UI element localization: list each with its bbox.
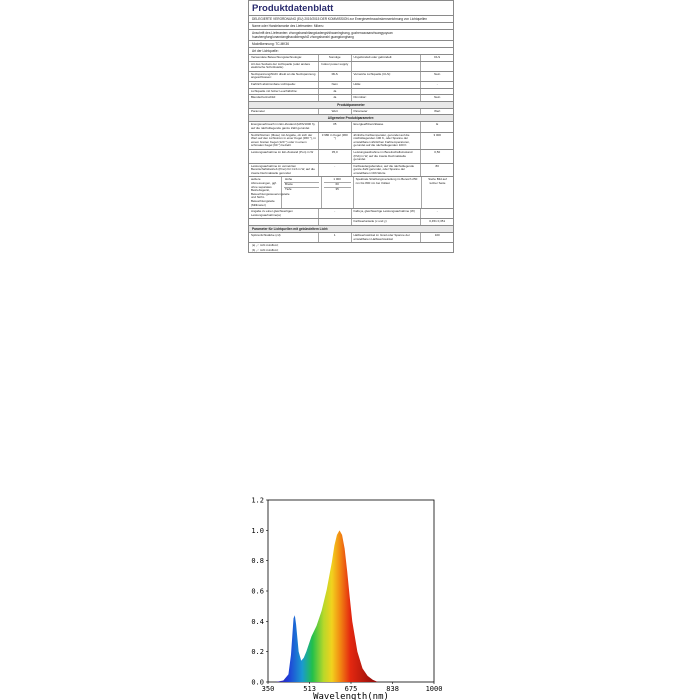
general-rows	[249, 55, 453, 102]
regulation-text: DELEGIERTE VERORDNUNG (EU) 2019/2015 DER KOMMISSION zur Energieverbrauchskennzeichnung von Lichtquellen	[249, 16, 453, 23]
col-header-param: Parameter	[249, 109, 319, 115]
dim-height-label: Höhe	[284, 178, 319, 183]
led-params-heading: Parameter für Lichtquellen mit gebündeltem Licht:	[249, 226, 453, 233]
column-header-row	[249, 109, 453, 116]
dim-depth-label: Tiefe	[285, 186, 292, 191]
param-name	[249, 219, 319, 225]
y-tick-label: 1.2	[251, 496, 264, 505]
param2-value: Nein	[434, 95, 441, 100]
y-tick-label: 0.6	[251, 587, 264, 596]
dimensions-label: außere Abmessungen, ggf. ohne separates Betriebsgerät, Beleuchtungssteuerungsteile und Nicht-Beleuchtungsteile (Millimeter)	[251, 177, 290, 207]
param2-value: 3 000	[433, 132, 441, 137]
param-value	[319, 219, 352, 225]
param-value: Nein	[319, 82, 352, 88]
param-row	[249, 122, 453, 132]
dimension-values	[322, 177, 354, 208]
y-tick-label: 1.0	[251, 526, 264, 535]
param-name: Leistungsaufnahme im Ein-Zustand (Pon) in W	[249, 150, 319, 163]
x-tick-label: 350	[261, 685, 275, 693]
supplier-name: Name oder Handelsmarke des Lieferanten: Mikeru	[249, 23, 453, 30]
footnote-a: (a) „-“: nicht zutreffend;	[252, 244, 279, 248]
param-name: Farblich abstimmbare Lichtquelle:	[249, 82, 319, 88]
spectrum-chart	[244, 496, 444, 700]
y-tick-label: 0.8	[251, 557, 264, 566]
param2-value: -	[436, 209, 438, 214]
spectrum-area	[276, 530, 378, 682]
product-data-sheet	[248, 0, 454, 253]
footnote-b: (b) „-“: nicht zutreffend;	[252, 248, 279, 252]
param-name: Lichtquelle mit hoher Leuchtdichte:	[249, 89, 319, 95]
tail-rows	[249, 209, 453, 226]
param-name: Energieverbrauch im Ein-Zustand (kWh/1000 h), auf die nächstliegende ganze Zahl gerundet	[249, 122, 319, 131]
general-row	[249, 89, 453, 96]
x-axis-label: Wavelength(nm)	[313, 692, 389, 700]
param2-name: Dimmbar:	[352, 95, 422, 101]
dimension-labels	[282, 177, 322, 208]
general-row	[249, 62, 453, 72]
y-ticks	[251, 497, 268, 687]
x-tick-label: 1000	[425, 685, 443, 693]
param2-name: Ungebündelt oder gebündelt:	[352, 55, 422, 61]
led-rows	[249, 233, 453, 243]
param-row	[249, 133, 453, 150]
col-header-param2: Parameter	[352, 109, 422, 115]
general-params-heading: Allgemeine Produktparameter:	[249, 115, 453, 122]
spectrum-label: Spektrale Strahlungsverteilung im Bereich 250 nm bis 800 nm bei Vollast	[354, 177, 423, 208]
model-id: Modellkennung: TC-MK36	[249, 41, 453, 48]
param2-name: Falls ja, gleichwertige Leistungsaufnahme (W)	[352, 209, 422, 218]
dim-height-value: 1 000	[324, 178, 351, 183]
supplier-address: Anschrift des Lieferanten: zhongshanshitangxiadengshihaominghang, guzhencaosanzhuangyuyuan huashengfunglunanxiangthaodidengshi2 zhongshanshi guangdonghang	[249, 30, 453, 41]
x-tick-label: 513	[303, 685, 316, 693]
param2-name	[352, 89, 422, 95]
y-tick-label: 0.0	[251, 678, 264, 687]
col-header-value: Wert	[319, 109, 352, 115]
dim-width-value: 60	[324, 183, 351, 188]
y-tick-label: 0.4	[251, 617, 264, 626]
param2-name: Vernetzte Lichtquelle (CLS):	[352, 72, 422, 81]
param-name: Leistungsaufnahme im vernetzten Bereitschaftsbetrieb (Pnet) für CLS in W, auf die zweite Dezimalstelle gerundet	[249, 164, 319, 177]
param2-name: ähnliche Farbtemperatur, gerundet auf die nächstliegenden 100 K, oder Spanne der einstellbaren ähnlichen Farbtemperaturen, gerundet auf die nächstliegenden 100 K	[352, 133, 422, 149]
spectrum-value: Siehe Bild auf letzter Seite	[428, 177, 447, 186]
param-value: -	[319, 209, 352, 218]
param2-value	[421, 89, 453, 95]
param-value: Ja	[319, 95, 352, 101]
param-name: Verwendete Beleuchtungstechnologie:	[249, 55, 319, 61]
lightsource-type: Art der Lichtquelle:	[249, 48, 453, 55]
param2-value: 0,451 0,351	[429, 219, 446, 224]
param-name: Art des Sockels der Lichtquelle (oder andere elektrische Schnittstelle)	[249, 62, 319, 71]
param2-value: Nein	[434, 71, 441, 76]
general-row	[249, 72, 453, 82]
param-value: -	[319, 164, 352, 177]
led-row	[249, 233, 453, 243]
param2-name: Halbwertswinkel im Grad oder Spanne der einstellbaren Halbwertswinkel	[352, 233, 422, 242]
tail-row	[249, 219, 453, 226]
sheet-title: Produktdatenblatt	[249, 1, 453, 16]
param2-value: 80	[435, 163, 439, 168]
tail-row	[249, 209, 453, 219]
param2-value: DLS	[434, 55, 441, 59]
param-value: 35	[319, 122, 352, 131]
param-name: Netzspannung/Nicht direkt an die Netzspannung angeschlossen:	[249, 72, 319, 81]
param-value: MLS	[319, 72, 352, 81]
dimensions-row	[249, 177, 453, 209]
param-name: Spitzenlichtstärke (cd)	[249, 233, 319, 242]
param2-value: E	[436, 122, 439, 127]
param2-value: -	[436, 81, 438, 86]
param2-name: Farbwiedergabeindex, auf die nächstliegende ganze Zahl gerundet, oder Spanne der einstellbaren CRI-Werte	[352, 164, 422, 177]
dim-depth-value: 35	[335, 186, 339, 191]
param2-name: Energieeffizienzklasse	[352, 122, 422, 131]
x-tick-label: 675	[344, 685, 358, 693]
param-rows	[249, 122, 453, 177]
param2-name	[352, 62, 422, 71]
param2-value: 0,50	[434, 149, 441, 154]
param2-name: Leistungsaufnahme im Bereitschaftszustand (Psb) in W, auf die zweite Dezimalstelle gerundet	[352, 150, 422, 163]
param-row	[249, 164, 453, 178]
col-header-value2: Wert	[434, 108, 441, 113]
param-value: Ja	[319, 89, 352, 95]
param2-name: Farbwertanteile (x und y)	[352, 219, 422, 225]
general-row	[249, 82, 453, 89]
param-name: Blendschutzschild:	[249, 95, 319, 101]
param-value: 3 980 in Kugel (360 °)	[319, 133, 352, 149]
param2-value: 100	[434, 233, 440, 237]
y-tick-label: 0.2	[251, 648, 264, 657]
general-row	[249, 95, 453, 102]
param-value: Indoor power supply	[319, 62, 352, 71]
param-name: Nutzlichtstrom (Φuse) mit Angabe, ob sich der Wert auf den Lichtstrom in einer Kugel (360 °), in einem breiten Kegel (120 °) oder in einem schmalen Kegel (90 °) bezieht	[249, 133, 319, 149]
param-row	[249, 150, 453, 164]
param-value: Sonstige	[319, 55, 352, 61]
param-value: 35,0	[319, 150, 352, 163]
param-value: 1	[319, 233, 352, 242]
general-row	[249, 55, 453, 62]
param2-name: Hülle:	[352, 82, 422, 88]
param2-value	[421, 62, 453, 71]
dim-width-label: Breite	[284, 183, 319, 188]
product-params-heading: Produktparameter	[249, 102, 453, 109]
x-tick-label: 838	[386, 685, 399, 693]
param-name: Angabe zu einer gleichwertigen Leistungsaufnahme(a)	[249, 209, 319, 218]
